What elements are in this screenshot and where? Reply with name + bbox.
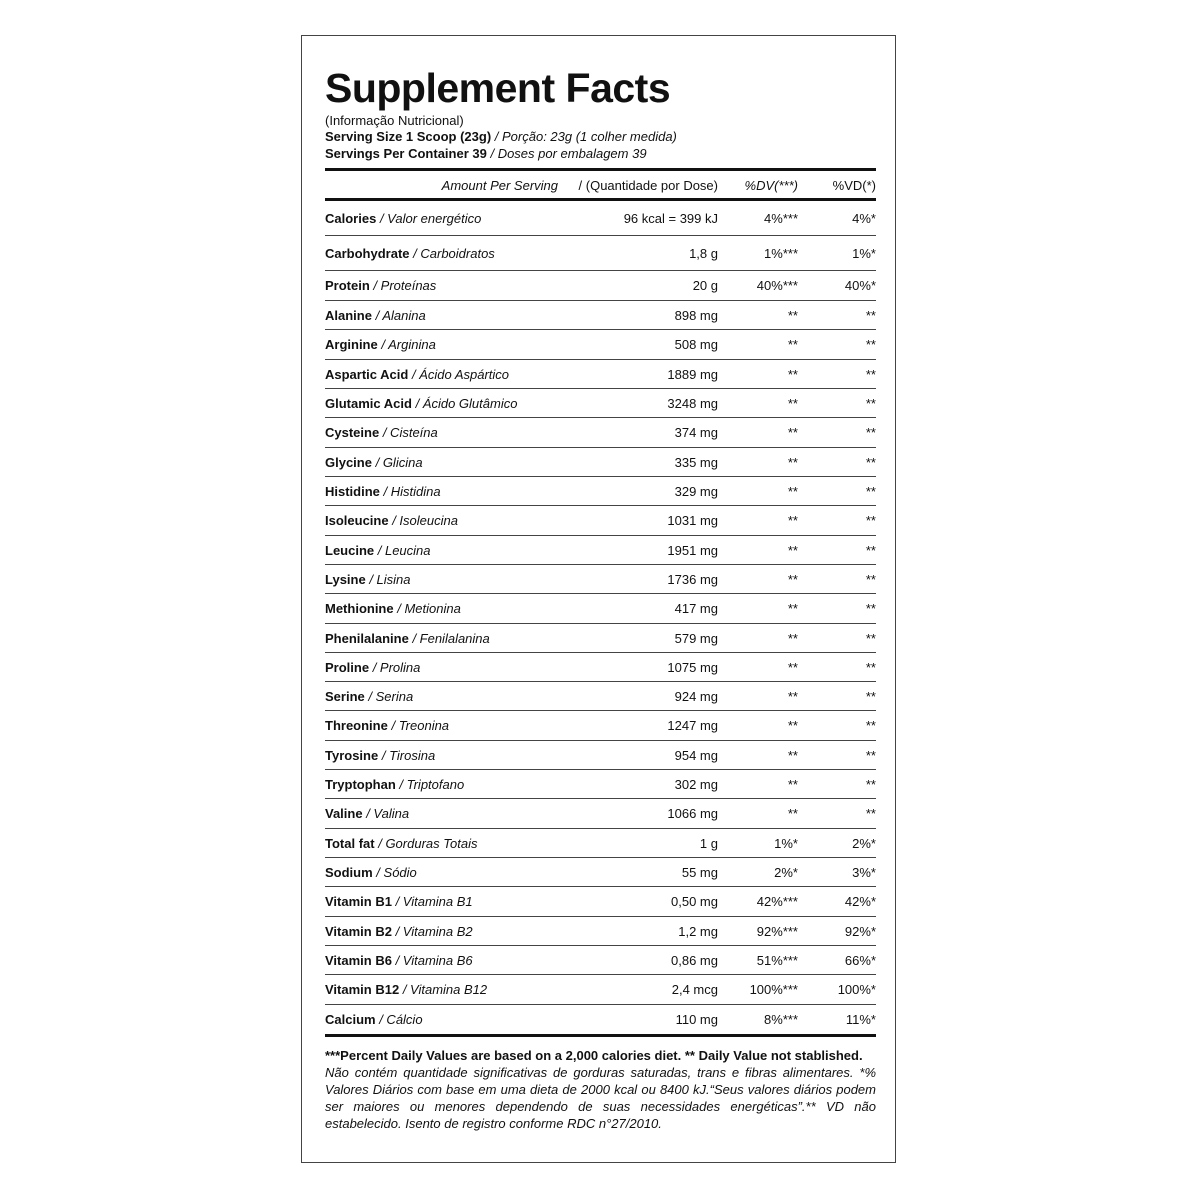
nutrient-dv: ** xyxy=(787,718,798,734)
nutrient-amount: 0,86 mg xyxy=(671,953,718,969)
nutrient-amount: 1889 mg xyxy=(667,366,718,382)
nutrient-vd: ** xyxy=(865,630,876,646)
nutrient-amount: 508 mg xyxy=(674,337,718,353)
table-row xyxy=(325,536,876,565)
nutrient-name-en: Vitamin B6 xyxy=(325,953,392,969)
nutrient-amount: 335 mg xyxy=(674,454,718,470)
nutrient-name xyxy=(325,278,436,293)
nutrient-amount: 898 mg xyxy=(674,308,718,323)
nutrient-name xyxy=(325,396,517,411)
serving-size-label: Serving Size 1 Scoop (23g) xyxy=(325,129,492,144)
nutrient-name-pt: / Cálcio xyxy=(379,1011,423,1027)
nutrient-name xyxy=(325,246,495,261)
nutrient-name-pt: / Vitamina B12 xyxy=(402,982,488,998)
nutrient-name xyxy=(325,367,509,382)
nutrient-dv: ** xyxy=(787,513,798,529)
nutrient-dv: ** xyxy=(787,542,798,558)
nutrient-dv: 2%* xyxy=(774,865,798,881)
nutrient-name-en: Vitamin B2 xyxy=(325,923,392,939)
nutrient-vd: ** xyxy=(865,571,876,587)
nutrient-vd: 1%* xyxy=(852,246,876,261)
nutrient-name-pt: / Histidina xyxy=(383,483,441,499)
nutrient-dv: ** xyxy=(787,689,798,705)
header-amount-pt: / (Quantidade por Dose) xyxy=(578,178,718,193)
nutrient-dv: 1%*** xyxy=(764,246,798,261)
nutrient-vd: ** xyxy=(865,689,876,705)
table-row xyxy=(325,770,876,799)
nutrient-name xyxy=(325,924,473,939)
nutrient-name xyxy=(325,601,461,616)
nutrient-name-pt: / Isoleucina xyxy=(392,513,458,529)
nutrient-name-pt: / Ácido Aspártico xyxy=(411,366,510,382)
nutrient-name xyxy=(325,513,458,528)
table-row xyxy=(325,946,876,975)
nutrient-vd: ** xyxy=(865,308,876,323)
nutrient-dv: ** xyxy=(787,366,798,382)
serving-size-pt: / Porção: 23g (1 colher medida) xyxy=(494,129,677,144)
nutrient-name-pt: / Proteínas xyxy=(373,278,437,293)
servings-pt: / Doses por embalagem 39 xyxy=(490,146,647,161)
nutrient-amount: 579 mg xyxy=(674,630,718,646)
nutrient-dv: ** xyxy=(787,337,798,353)
table-row xyxy=(325,506,876,535)
servings-per-container xyxy=(325,146,647,161)
nutrient-amount: 1951 mg xyxy=(667,542,718,558)
nutrient-dv: ** xyxy=(787,571,798,587)
nutrient-name-en: Arginine xyxy=(325,337,378,353)
nutrient-name-pt: / Fenilalanina xyxy=(412,630,490,646)
nutrient-name-en: Threonine xyxy=(325,718,388,734)
nutrient-name xyxy=(325,337,436,352)
subtitle-pt: (Informação Nutricional) xyxy=(325,113,464,128)
nutrient-vd: ** xyxy=(865,337,876,353)
footnote-pt: Não contém quantidade significativas de gorduras saturadas, trans e fibras alimentares. *% Valores Diários com base em uma dieta de 2000 kcal ou 8400 kJ.“Seus valores diários podem ser maiores ou menores dependendo de suas necessidades energéticas”.** VD não estabelecido. Isento de registro conforme RDC n°27/2010. xyxy=(325,1065,876,1131)
page-title: Supplement Facts xyxy=(325,65,671,111)
nutrient-name-en: Cysteine xyxy=(325,425,380,441)
nutrient-amount: 1,8 g xyxy=(689,246,718,261)
nutrient-name xyxy=(325,543,431,558)
nutrient-name xyxy=(325,455,423,470)
nutrient-dv: ** xyxy=(787,483,798,499)
nutrient-amount: 924 mg xyxy=(674,689,718,705)
nutrient-name-en: Calcium xyxy=(325,1011,376,1027)
nutrient-amount: 1031 mg xyxy=(667,513,718,529)
nutrient-name-pt: / Glicina xyxy=(375,454,423,470)
nutrient-dv: ** xyxy=(787,630,798,646)
nutrient-name-en: Calories xyxy=(325,211,377,226)
nutrient-vd: ** xyxy=(865,718,876,734)
nutrient-vd: 66%* xyxy=(844,953,876,969)
nutrient-amount: 55 mg xyxy=(681,865,718,881)
nutrient-dv: ** xyxy=(787,454,798,470)
nutrient-name xyxy=(325,689,413,704)
nutrient-amount: 374 mg xyxy=(674,425,718,441)
nutrient-name xyxy=(325,425,438,440)
serving-size xyxy=(325,129,677,144)
table-row xyxy=(325,887,876,916)
nutrient-name-en: Leucine xyxy=(325,542,375,558)
nutrient-dv: ** xyxy=(787,425,798,441)
table-row xyxy=(325,1005,876,1034)
table-row xyxy=(325,711,876,740)
nutrient-dv: 92%*** xyxy=(756,923,798,939)
nutrient-amount: 110 mg xyxy=(675,1011,718,1027)
table-row xyxy=(325,477,876,506)
table-row xyxy=(325,624,876,653)
nutrient-amount: 1,2 mg xyxy=(678,923,718,939)
nutrient-name xyxy=(325,865,417,880)
nutrient-name-en: Vitamin B12 xyxy=(325,982,400,998)
nutrient-name-pt: / Arginina xyxy=(381,337,436,353)
nutrient-name-en: Aspartic Acid xyxy=(325,366,409,382)
nutrient-name xyxy=(325,660,420,675)
nutrient-vd: ** xyxy=(865,513,876,529)
nutrient-vd: 92%* xyxy=(844,923,876,939)
nutrient-name-pt: / Vitamina B6 xyxy=(395,953,473,969)
nutrient-amount: 1066 mg xyxy=(667,806,718,822)
table-row xyxy=(325,917,876,946)
nutrient-name-en: Serine xyxy=(325,689,365,705)
nutrient-name-en: Histidine xyxy=(325,483,380,499)
nutrient-vd: 2%* xyxy=(852,835,876,851)
nutrient-amount: 96 kcal = 399 kJ xyxy=(623,211,718,226)
nutrient-name-pt: / Alanina xyxy=(375,308,426,323)
nutrient-dv: 40%*** xyxy=(756,278,798,293)
nutrient-name xyxy=(325,484,441,499)
table-row xyxy=(325,682,876,711)
nutrient-dv: 4%*** xyxy=(764,211,798,226)
nutrient-name-en: Lysine xyxy=(325,571,366,587)
table-row xyxy=(325,594,876,623)
supplement-facts-panel xyxy=(301,35,896,1163)
header-vd: %VD(*) xyxy=(832,178,876,193)
nutrient-name xyxy=(325,308,426,323)
nutrient-name-en: Methionine xyxy=(325,601,394,617)
table-row xyxy=(325,330,876,359)
nutrient-name-en: Tyrosine xyxy=(325,747,379,763)
header-dv: %DV(***) xyxy=(744,178,798,193)
nutrient-name xyxy=(325,982,487,997)
nutrient-amount: 0,50 mg xyxy=(671,894,718,910)
nutrient-vd: ** xyxy=(865,483,876,499)
nutrient-name-pt: / Vitamina B1 xyxy=(395,894,473,910)
nutrient-dv: ** xyxy=(787,777,798,793)
table-row xyxy=(325,858,876,887)
nutrient-name-en: Vitamin B1 xyxy=(325,894,392,910)
nutrient-name-en: Glycine xyxy=(325,454,372,470)
nutrient-amount: 1736 mg xyxy=(667,571,718,587)
table-row xyxy=(325,418,876,447)
table-header xyxy=(325,172,876,198)
nutrient-name-en: Phenilalanine xyxy=(325,630,409,646)
nutrient-name xyxy=(325,572,411,587)
nutrient-name xyxy=(325,953,473,968)
nutrient-name-en: Isoleucine xyxy=(325,513,389,529)
nutrient-vd: ** xyxy=(865,659,876,675)
nutrient-dv: 51%*** xyxy=(756,953,798,969)
table-row xyxy=(325,448,876,477)
table-row xyxy=(325,360,876,389)
nutrient-name-pt: / Treonina xyxy=(391,718,450,734)
nutrient-name-pt: / Vitamina B2 xyxy=(395,923,473,939)
nutrient-dv: ** xyxy=(787,747,798,763)
nutrient-name-pt: / Carboidratos xyxy=(413,246,495,261)
nutrient-vd: 42%* xyxy=(844,894,876,910)
nutrient-amount: 1 g xyxy=(699,835,718,851)
nutrient-name-en: Protein xyxy=(325,278,370,293)
nutrient-name-pt: / Serina xyxy=(368,689,414,705)
nutrient-amount: 2,4 mcg xyxy=(671,982,718,998)
nutrient-amount: 417 mg xyxy=(674,601,718,617)
table-row xyxy=(325,271,876,301)
nutrient-dv: 100%*** xyxy=(749,982,798,998)
footnote-en: ***Percent Daily Values are based on a 2,000 calories diet. ** Daily Value not stablished. xyxy=(325,1048,863,1063)
nutrient-name xyxy=(325,718,449,733)
nutrient-vd: ** xyxy=(865,454,876,470)
nutrient-name-pt: / Leucina xyxy=(377,542,431,558)
nutrient-vd: ** xyxy=(865,747,876,763)
nutrient-name-pt: / Cisteína xyxy=(382,425,438,441)
nutrient-amount: 302 mg xyxy=(674,777,718,793)
nutrient-amount: 329 mg xyxy=(674,483,718,499)
table-row xyxy=(325,653,876,682)
nutrient-dv: 8%*** xyxy=(764,1011,798,1027)
table-row xyxy=(325,565,876,594)
nutrient-name xyxy=(325,748,435,763)
nutrient-vd: ** xyxy=(865,601,876,617)
table-row xyxy=(325,236,876,271)
nutrient-vd: ** xyxy=(865,806,876,822)
nutrient-name-en: Total fat xyxy=(325,835,375,851)
nutrient-name xyxy=(325,806,409,821)
table-row xyxy=(325,829,876,858)
header-amount-en: Amount Per Serving xyxy=(441,178,558,193)
nutrient-name-pt: / Lisina xyxy=(369,571,411,587)
nutrient-vd: 100%* xyxy=(837,982,876,998)
servings-label: Servings Per Container 39 xyxy=(325,146,487,161)
nutrient-dv: ** xyxy=(787,659,798,675)
nutrient-vd: ** xyxy=(865,777,876,793)
nutrient-vd: ** xyxy=(865,366,876,382)
nutrient-name-en: Valine xyxy=(325,806,363,822)
nutrient-name-pt: / Triptofano xyxy=(399,777,465,793)
nutrient-dv: ** xyxy=(787,395,798,411)
bottom-thick-rule xyxy=(325,1034,876,1037)
nutrient-name-pt: / Prolina xyxy=(372,659,421,675)
nutrient-vd: ** xyxy=(865,425,876,441)
nutrient-name-en: Glutamic Acid xyxy=(325,395,412,411)
table-row xyxy=(325,799,876,828)
nutrient-name-en: Carbohydrate xyxy=(325,246,410,261)
table-row xyxy=(325,201,876,236)
table-row xyxy=(325,301,876,330)
nutrient-vd: 4%* xyxy=(852,211,876,226)
nutrient-vd: 3%* xyxy=(852,865,876,881)
nutrient-name-en: Proline xyxy=(325,659,370,675)
nutrient-amount: 1075 mg xyxy=(667,659,718,675)
nutrient-name-en: Sodium xyxy=(325,865,373,881)
nutrient-name-pt: / Gorduras Totais xyxy=(378,835,478,851)
nutrient-vd: ** xyxy=(865,542,876,558)
nutrient-amount: 3248 mg xyxy=(667,395,718,411)
footnotes xyxy=(325,1047,876,1132)
nutrient-name-pt: / Tirosina xyxy=(381,747,436,763)
nutrient-amount: 1247 mg xyxy=(667,718,718,734)
table-row xyxy=(325,389,876,418)
nutrient-vd: 40%* xyxy=(844,278,876,293)
nutrient-name-en: Alanine xyxy=(325,308,372,323)
nutrient-name-pt: / Valina xyxy=(366,806,410,822)
table-row xyxy=(325,741,876,770)
nutrient-name-pt: / Sódio xyxy=(376,865,417,881)
nutrient-name-pt: / Ácido Glutâmico xyxy=(415,395,518,411)
nutrient-vd: ** xyxy=(865,395,876,411)
nutrient-vd: 11%* xyxy=(845,1011,876,1027)
nutrient-name xyxy=(325,211,481,226)
nutrient-name xyxy=(325,777,464,792)
nutrient-name-pt: / Valor energético xyxy=(379,211,482,226)
nutrient-dv: ** xyxy=(787,601,798,617)
nutrient-name-en: Tryptophan xyxy=(325,777,396,793)
top-thick-rule xyxy=(325,168,876,171)
nutrient-name xyxy=(325,631,490,646)
nutrient-amount: 20 g xyxy=(692,278,718,293)
nutrient-name xyxy=(325,836,477,851)
nutrient-dv: ** xyxy=(787,806,798,822)
nutrient-name-pt: / Metionina xyxy=(397,601,461,617)
nutrient-name xyxy=(325,894,473,909)
nutrient-amount: 954 mg xyxy=(674,747,718,763)
nutrient-dv: ** xyxy=(787,308,798,323)
table-row xyxy=(325,975,876,1004)
nutrient-dv: 42%*** xyxy=(756,894,798,910)
nutrient-name xyxy=(325,1012,423,1027)
nutrient-dv: 1%* xyxy=(774,835,798,851)
